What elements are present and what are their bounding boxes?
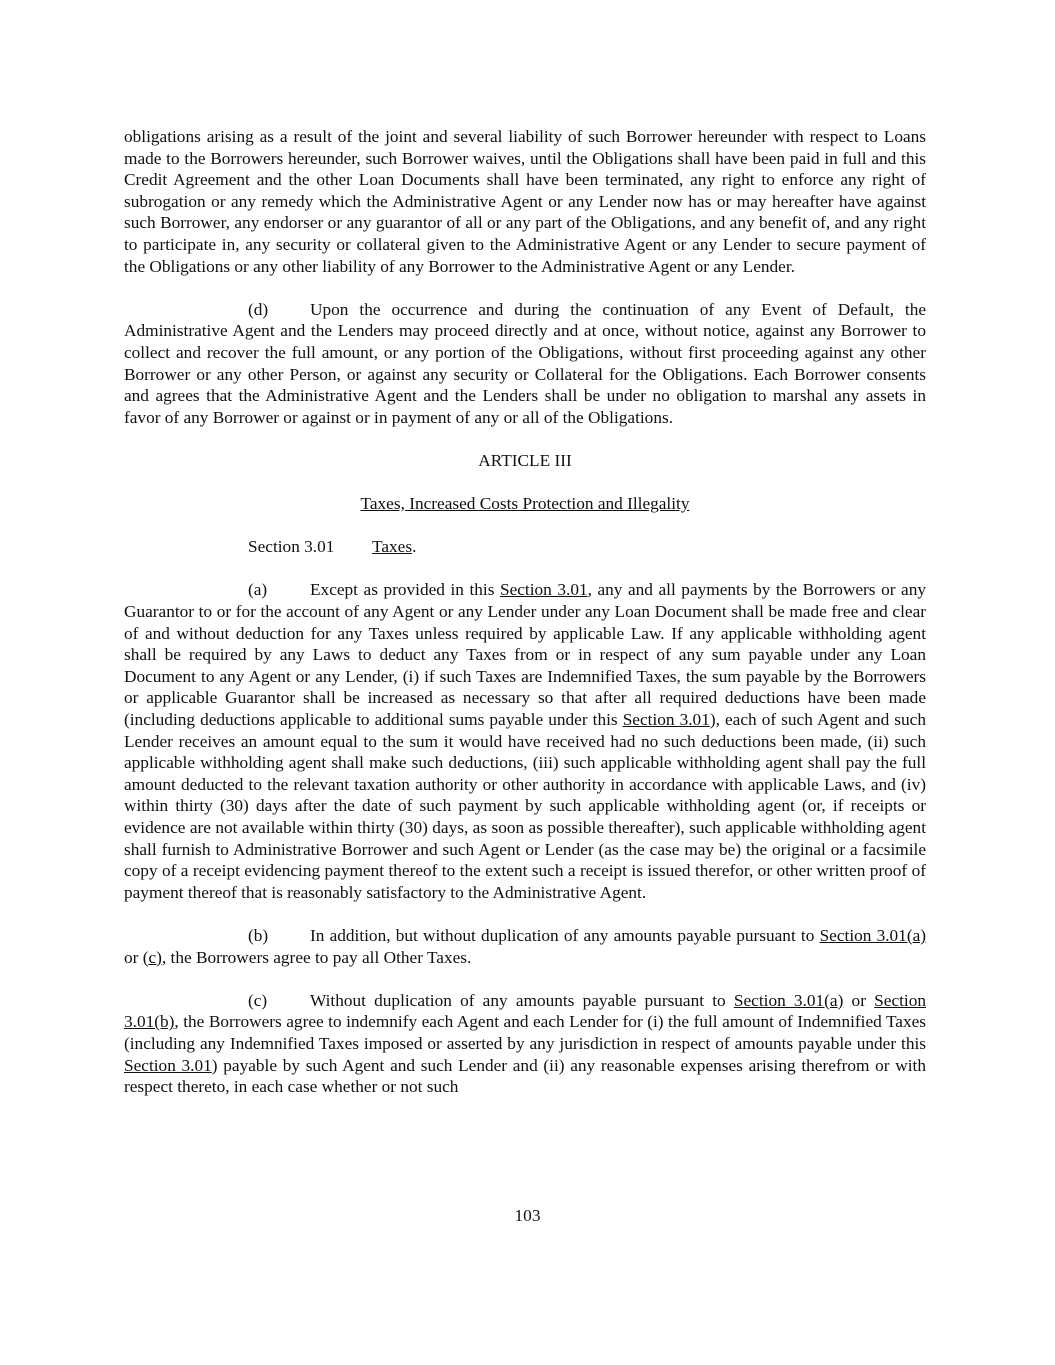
paragraph-text: obligations arising as a result of the joint and several liability of such Borrower hereunder with respect to Loans made to the Borrowers hereunder, such Borrower waives, until the Obligations shall have been paid in full and this Credit Agreement and the other Loan Documents shall have been terminated, any right to enforce any right of subrogation or any remedy which the Administrative Agent or any Lender now has or may hereafter have against such Borrower, any endorser or any guarantor of all or any part of the Obligations, and any benefit of, and any right to participate in, any security or collateral given to the Administrative Agent or any Lender to secure payment of the Obligations or any other liability of any Borrower to the Administrative Agent or any Lender. bbox=[124, 127, 926, 276]
section-reference: Section 3.01(a) bbox=[733, 990, 844, 1010]
paragraph-label: (c) bbox=[248, 990, 268, 1010]
section-reference: (c) bbox=[142, 947, 162, 967]
paragraph-label: (a) bbox=[248, 580, 268, 600]
paragraph-b: (b) In addition, but without duplication of any amounts payable pursuant to Section 3.01(a) or (c), the Borrowers agree to pay all Other Taxes. bbox=[124, 925, 926, 967]
paragraph-text: Upon the occurrence and during the continuation of any Event of Default, the Administrative Agent and the Lenders may proceed directly and at once, without notice, against any Borrower to collect and recover the full amount, or any portion of the Obligations, without first proceeding against any other Borrower or any other Person, or against any security or Collateral for the Obligations. Each Borrower consents and agrees that the Administrative Agent and the Lenders shall be under no obligation to marshal any assets in favor of any Borrower or against or in payment of any or all of the Obligations. bbox=[124, 299, 926, 427]
paragraph-c: (c) Without duplication of any amounts payable pursuant to Section 3.01(a) or Section 3.01(b), the Borrowers agree to indemnify each Agent and each Lender for (i) the full amount of Indemnified Taxes (including any Indemnified Taxes imposed or asserted by any jurisdiction in respect of amounts payable under this Section 3.01) payable by such Agent and such Lender and (ii) any reasonable expenses arising therefrom or with respect thereto, in each case whether or not such bbox=[124, 990, 926, 1097]
section-number: Section 3.01 bbox=[248, 537, 335, 557]
section-reference: Section 3.01 bbox=[622, 710, 710, 730]
paragraph-label: (b) bbox=[248, 925, 269, 945]
section-heading: Section 3.01 Taxes. bbox=[248, 537, 417, 557]
section-reference: Section 3.01(b) bbox=[124, 990, 926, 1032]
section-reference: Section 3.01(a) bbox=[819, 925, 926, 945]
section-reference: Section 3.01 bbox=[499, 580, 588, 600]
article-heading: ARTICLE III bbox=[478, 450, 572, 470]
paragraph-a: (a) Except as provided in this Section 3.01, any and all payments by the Borrowers or any Guarantor to or for the account of any Agent or any Lender under any Loan Document shall be made free and clear of and without deduction for any Taxes unless required by applicable Law. If any applicable withholding agent shall be required by any Laws to deduct any Taxes from or in respect of any sum payable under any Loan Document to any Agent or any Lender, (i) if such Taxes are Indemnified Taxes, the sum payable by the Borrowers or applicable Guarantor shall be increased as necessary so that after all required deductions have been made (including deductions applicable to additional sums payable under this Section 3.01), each of such Agent and such Lender receives an amount equal to the sum it would have received had no such deductions been made, (ii) such applicable withholding agent shall make such deductions, (iii) such applicable withholding agent shall pay the full amount deducted to the relevant taxation authority or other authority in accordance with applicable Laws, and (iv) within thirty (30) days after the date of such payment by such applicable withholding agent (or, if receipts or evidence are not available within thirty (30) days, as soon as possible thereafter), such applicable withholding agent shall furnish to Administrative Borrower and such Agent or Lender (as the case may be) the original or a facsimile copy of a receipt evidencing payment thereof to the extent such a receipt is issued therefor, or other written proof of payment thereof that is reasonably satisfactory to the Administrative Agent. bbox=[124, 580, 926, 902]
paragraph-d bbox=[124, 299, 926, 429]
article-title-text: Taxes, Increased Costs Protection and Illegality bbox=[360, 494, 690, 514]
document-page bbox=[124, 126, 926, 1119]
page-number: 103 bbox=[514, 1206, 541, 1225]
paragraph-label: (d) bbox=[248, 299, 269, 319]
section-reference: Section 3.01 bbox=[124, 1055, 212, 1075]
section-title: Taxes bbox=[372, 537, 413, 557]
paragraph-c-continuation bbox=[124, 126, 926, 277]
article-title bbox=[124, 493, 926, 515]
